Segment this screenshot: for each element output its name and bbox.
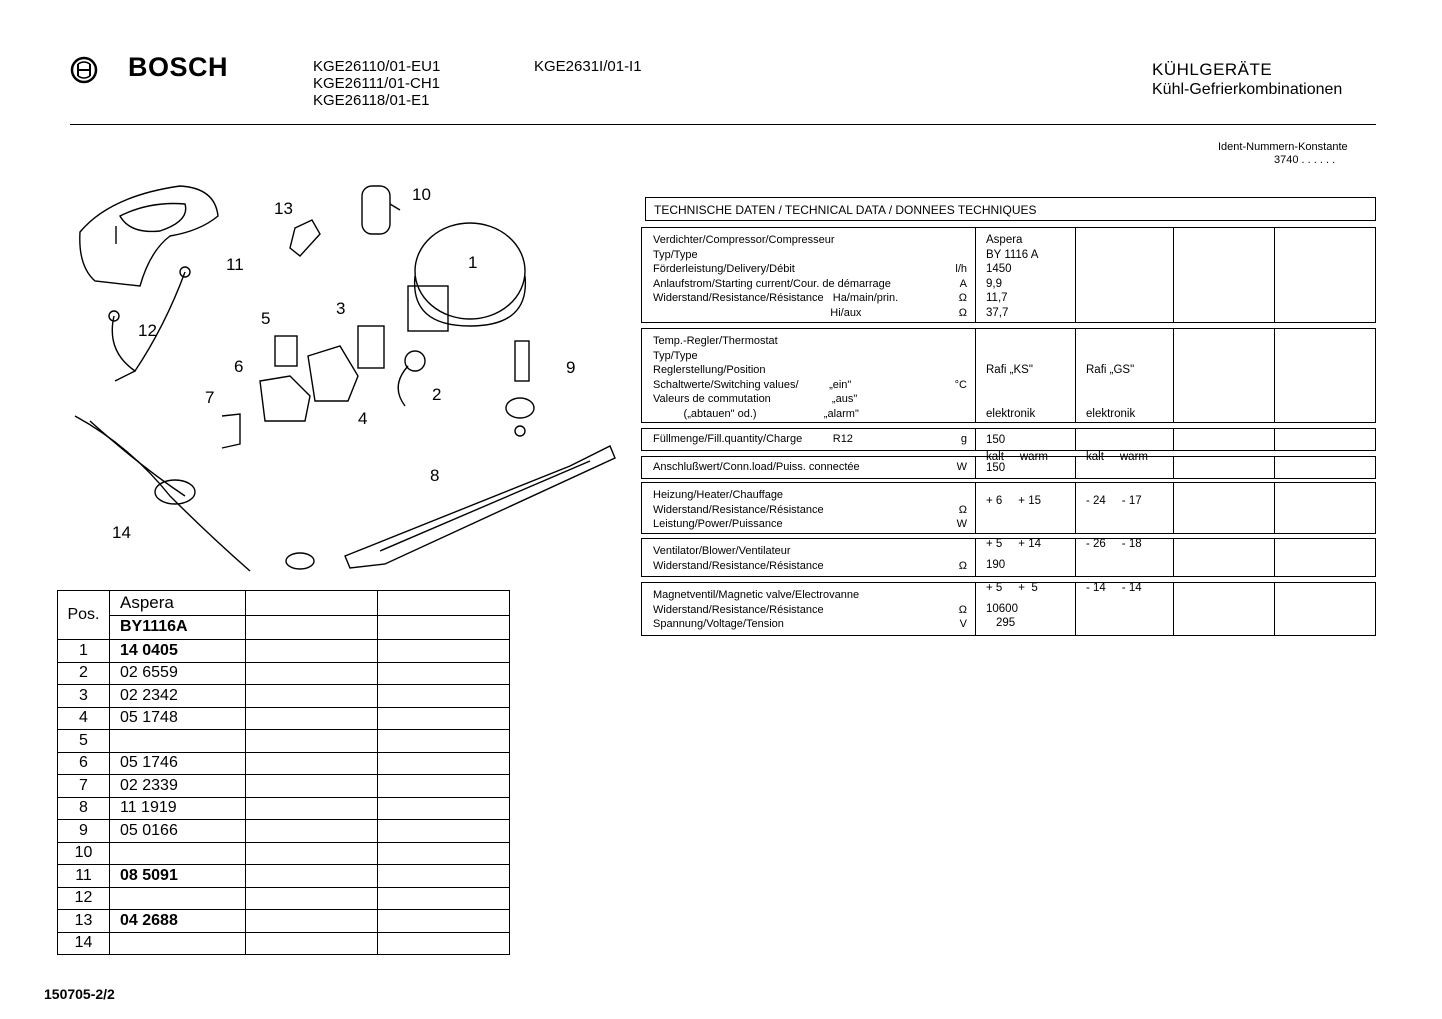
category-title: KÜHLGERÄTE	[1152, 60, 1273, 79]
empty-column	[1174, 429, 1275, 450]
part-6-drawing	[260, 376, 310, 421]
part-10-drawing	[362, 186, 390, 234]
spec-label: Widerstand/Resistance/Résistance Ω	[653, 503, 967, 516]
spec-label: Typ/Type	[653, 248, 698, 261]
table-row	[58, 685, 510, 708]
thermostat-gs-values	[1076, 329, 1174, 594]
spec-value: 9,9	[986, 277, 1002, 290]
spec-value: kalt warm	[1086, 451, 1148, 463]
callout-label: 13	[274, 199, 293, 218]
model-number: KGE26118/01-E1	[313, 92, 430, 109]
empty-cell	[246, 730, 378, 753]
spec-label: Valeurs de commutation „aus"	[653, 393, 858, 405]
empty-cell	[246, 662, 378, 685]
table-row	[58, 707, 510, 730]
table-row	[58, 640, 510, 663]
part-number-cell	[110, 730, 246, 753]
empty-cell	[378, 797, 510, 820]
spec-value: 150	[976, 457, 1076, 478]
pos-cell: 11	[58, 865, 110, 888]
part-3-drawing	[358, 326, 384, 368]
spec-label: Ventilator/Blower/Ventilateur	[653, 545, 791, 557]
table-row	[58, 887, 510, 910]
part-number-cell: 08 5091	[110, 865, 246, 888]
part-9-drawing	[515, 341, 529, 381]
tech-data-header: TECHNISCHE DATEN / TECHNICAL DATA / DONNEES TECHNIQUES	[645, 197, 1376, 221]
table-row	[58, 932, 510, 955]
spec-value: elektronik	[1086, 407, 1136, 420]
exploded-parts-diagram	[50, 176, 650, 586]
category-subtitle: Kühl-Gefrierkombinationen	[1152, 81, 1343, 98]
part-2-drawing	[405, 351, 425, 371]
spec-label: Widerstand/Resistance/Résistance Ha/main/prin. Ω	[653, 292, 967, 304]
empty-cell	[378, 615, 510, 640]
callout-label: 3	[336, 299, 346, 318]
part-number-cell: 02 2342	[110, 685, 246, 708]
empty-cell	[378, 932, 510, 955]
table-row	[58, 910, 510, 933]
header-divider	[70, 124, 1376, 125]
part-4-drawing	[308, 346, 358, 401]
empty-cell	[378, 910, 510, 933]
pos-header: Pos.	[58, 591, 110, 640]
table-row	[58, 865, 510, 888]
pos-cell: 10	[58, 842, 110, 865]
spec-value: + 5 + 5	[986, 581, 1038, 594]
valve-labels	[642, 583, 976, 635]
document-id: 150705-2/2	[44, 986, 115, 1002]
model-number: KGE26111/01-CH1	[313, 75, 441, 92]
empty-column	[1076, 539, 1174, 576]
spec-value: 150	[976, 429, 1076, 450]
table-row	[58, 752, 510, 775]
empty-cell	[246, 820, 378, 843]
pos-cell: 1	[58, 640, 110, 663]
callout-label: 12	[138, 321, 157, 340]
empty-cell	[246, 775, 378, 798]
part-number-cell	[110, 842, 246, 865]
empty-cell	[378, 685, 510, 708]
spec-label: Anlaufstrom/Starting current/Cour. de démarrage A	[653, 277, 967, 290]
empty-column	[1174, 583, 1275, 635]
pos-cell: 13	[58, 910, 110, 933]
pos-cell: 12	[58, 887, 110, 910]
empty-column	[1174, 539, 1275, 576]
pos-cell: 9	[58, 820, 110, 843]
spec-label: Magnetventil/Magnetic valve/Electrovanne	[653, 589, 860, 601]
empty-cell	[378, 752, 510, 775]
spec-value: 1450	[986, 263, 1012, 275]
empty-cell	[246, 640, 378, 663]
part-8-drawing	[345, 446, 615, 568]
empty-cell	[246, 797, 378, 820]
part-number-cell	[110, 887, 246, 910]
spec-label: Spannung/Voltage/Tension V	[653, 618, 967, 630]
heater-section	[641, 482, 1376, 534]
model-list	[313, 58, 440, 109]
empty-cell	[246, 591, 378, 616]
empty-cell	[246, 932, 378, 955]
part-11-drawing	[80, 186, 218, 286]
spec-label: Schaltwerte/Switching values/ „ein" °C	[653, 378, 967, 391]
spec-label: Typ/Type	[653, 349, 698, 362]
fill-quantity-section	[641, 428, 1376, 451]
spec-label: Hi/aux Ω	[653, 306, 967, 319]
part-number-cell: 05 0166	[110, 820, 246, 843]
spec-label: Temp.-Regler/Thermostat	[653, 335, 778, 347]
empty-cell	[378, 730, 510, 753]
part-number-cell: 02 2339	[110, 775, 246, 798]
empty-cell	[246, 752, 378, 775]
empty-cell	[246, 685, 378, 708]
spec-value: 37,7	[986, 306, 1009, 319]
empty-cell	[378, 865, 510, 888]
empty-cell	[378, 640, 510, 663]
empty-cell	[378, 887, 510, 910]
empty-column	[1076, 228, 1174, 322]
valve-values	[976, 583, 1076, 635]
part-14-drawing	[75, 416, 250, 571]
part-7-drawing	[222, 414, 240, 448]
part-number-cell: 05 1746	[110, 752, 246, 775]
callout-label: 4	[358, 409, 368, 428]
pos-cell: 4	[58, 707, 110, 730]
callout-label: 11	[226, 255, 244, 274]
pos-cell: 5	[58, 730, 110, 753]
spec-label: Leistung/Power/Puissance W	[653, 518, 967, 530]
part-number-cell: 05 1748	[110, 707, 246, 730]
spec-label: Heizung/Heater/Chauffage	[653, 489, 784, 501]
spec-label: Reglerstellung/Position	[653, 364, 766, 376]
empty-cell	[378, 707, 510, 730]
spec-value: kalt warm	[986, 451, 1048, 463]
model-number: KGE26110/01-EU1	[313, 58, 441, 75]
bosch-logo-icon	[70, 56, 98, 84]
empty-cell	[378, 775, 510, 798]
callout-label: 14	[112, 523, 131, 542]
empty-cell	[378, 662, 510, 685]
empty-cell	[378, 842, 510, 865]
spec-value: + 5 + 14	[986, 538, 1041, 550]
callout-label: 1	[468, 253, 478, 272]
compressor-labels	[642, 228, 976, 322]
empty-column	[1174, 228, 1275, 322]
connected-load-section	[641, 456, 1376, 479]
table-row	[58, 730, 510, 753]
empty-cell	[246, 615, 378, 640]
ident-value: 3740 . . . . . .	[1274, 154, 1336, 166]
spec-value: - 14 - 14	[1086, 581, 1142, 594]
empty-column	[1174, 457, 1275, 478]
part-13-drawing	[290, 220, 320, 256]
callout-label: 5	[261, 309, 271, 328]
model-number-secondary: KGE2631I/01-I1	[534, 58, 642, 75]
callout-label: 8	[430, 466, 440, 485]
part-5-drawing	[275, 336, 297, 366]
compressor-section	[641, 227, 1376, 323]
table-header-row	[58, 591, 510, 616]
spec-value: BY 1116 A	[986, 248, 1039, 261]
brand-name: BOSCH	[128, 52, 229, 82]
empty-cell	[246, 865, 378, 888]
table-row	[58, 662, 510, 685]
empty-cell	[246, 842, 378, 865]
heater-labels	[642, 483, 976, 533]
spec-label-container	[642, 429, 976, 450]
pos-cell: 6	[58, 752, 110, 775]
part-number-cell: 14 0405	[110, 640, 246, 663]
empty-cell	[246, 707, 378, 730]
pos-cell: 7	[58, 775, 110, 798]
callout-label: 7	[205, 388, 215, 407]
spec-value: - 24 - 17	[1086, 494, 1142, 507]
spec-value: 10600	[986, 603, 1018, 615]
spec-label-container	[642, 457, 976, 478]
table-row	[58, 842, 510, 865]
spec-value: Aspera	[986, 234, 1023, 246]
spec-label: Widerstand/Resistance/Résistance Ω	[653, 559, 967, 572]
spec-value: elektronik	[986, 407, 1036, 420]
spec-label: Verdichter/Compressor/Compresseur	[653, 234, 835, 246]
spec-value: + 6 + 15	[986, 494, 1041, 507]
part-number-cell	[110, 932, 246, 955]
table-header-row	[58, 615, 510, 640]
unit-celsius: °C	[954, 378, 967, 391]
empty-column	[976, 483, 1076, 533]
empty-column	[1174, 329, 1275, 422]
spec-label: Füllmenge/Fill.quantity/Charge R12 g	[653, 433, 967, 445]
blower-section	[641, 538, 1376, 577]
empty-column	[1076, 583, 1174, 635]
callout-label: 9	[566, 358, 576, 377]
empty-cell	[378, 820, 510, 843]
empty-cell	[378, 591, 510, 616]
ident-label: Ident-Nummern-Konstante	[1218, 141, 1348, 153]
table-row	[58, 797, 510, 820]
compressor-values	[976, 228, 1076, 322]
callout-label: 2	[432, 385, 442, 404]
pos-cell: 8	[58, 797, 110, 820]
part-number-cell: 11 1919	[110, 797, 246, 820]
empty-column	[1076, 429, 1174, 450]
magnetic-valve-section	[641, 582, 1376, 636]
spec-label: Förderleistung/Delivery/Débit l/h	[653, 263, 967, 275]
blower-labels	[642, 539, 976, 576]
pos-cell: 2	[58, 662, 110, 685]
spec-label: Anschlußwert/Conn.load/Puiss. connectée W	[653, 461, 967, 473]
table-row	[58, 775, 510, 798]
spec-value: 190	[976, 539, 1076, 576]
column-header-aspera: Aspera	[110, 591, 246, 616]
spec-label: („abtauen" od.) „alarm"	[653, 407, 859, 420]
empty-column	[1076, 457, 1174, 478]
callout-label: 10	[412, 185, 431, 204]
spec-value: 11,7	[986, 292, 1008, 304]
spec-value: - 26 - 18	[1086, 538, 1142, 550]
pos-cell: 3	[58, 685, 110, 708]
thermostat-labels	[642, 329, 976, 422]
spec-value: Rafi „GS"	[1086, 364, 1135, 376]
empty-cell	[246, 910, 378, 933]
empty-cell	[246, 887, 378, 910]
column-header-type: BY1116A	[110, 615, 246, 640]
table-row	[58, 820, 510, 843]
empty-column	[1174, 483, 1275, 533]
spec-value: 295	[996, 617, 1016, 629]
part-number-cell: 04 2688	[110, 910, 246, 933]
spec-label: Widerstand/Resistance/Résistance Ω	[653, 603, 967, 616]
callout-label: 6	[234, 357, 244, 376]
spec-value: Rafi „KS"	[986, 364, 1033, 376]
empty-column	[1076, 483, 1174, 533]
pos-cell: 14	[58, 932, 110, 955]
part-number-cell: 02 6559	[110, 662, 246, 685]
parts-table	[57, 590, 510, 955]
